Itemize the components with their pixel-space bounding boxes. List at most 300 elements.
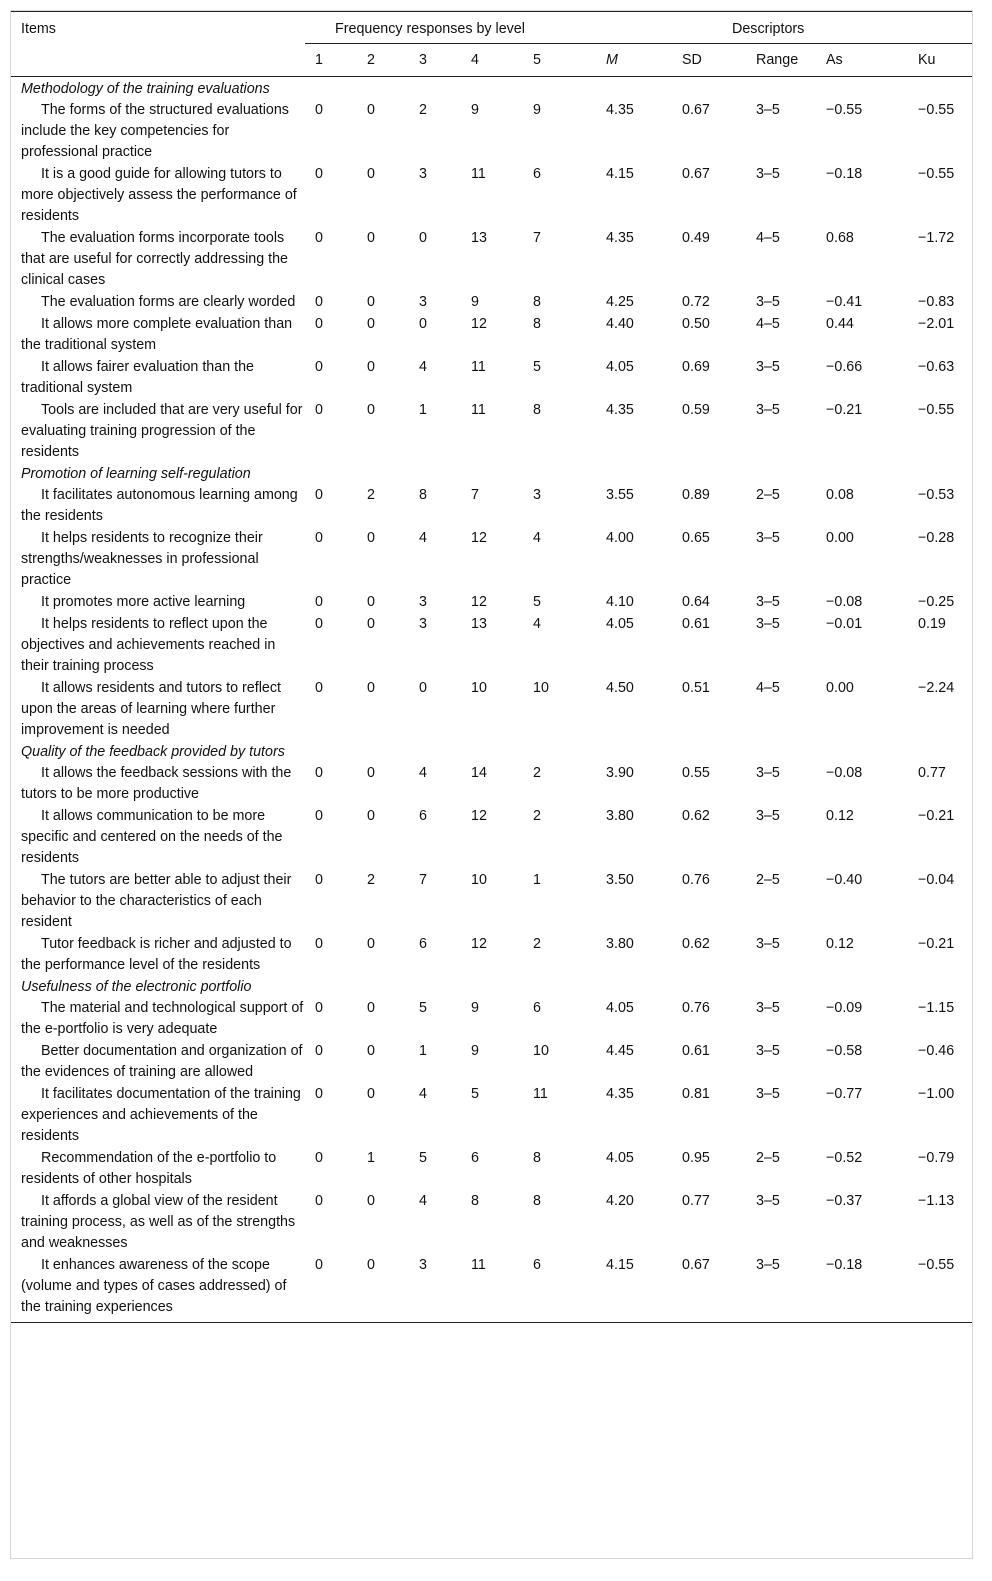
- descriptor-cell: 4.35: [606, 1086, 634, 1102]
- descriptor-cell: 4.10: [606, 594, 634, 610]
- frequency-cell: 0: [315, 1193, 323, 1209]
- frequency-cell: 5: [533, 594, 541, 610]
- descriptor-cell: −0.04: [918, 872, 955, 888]
- table-row: [11, 357, 972, 400]
- descriptor-cell: 3–5: [756, 936, 780, 952]
- frequency-cell: 11: [471, 166, 486, 182]
- frequency-cell: 0: [419, 230, 427, 246]
- item-cell: [11, 292, 305, 314]
- frequency-cell: 1: [367, 1150, 375, 1166]
- item-text: The tutors are better able to adjust their behavior to the characteristics of each resident: [21, 872, 292, 930]
- level-header: 4: [461, 44, 523, 77]
- table-row: [11, 164, 972, 228]
- descriptor-cell: −0.01: [826, 616, 863, 632]
- table-row: [11, 1084, 972, 1148]
- item-cell: [11, 485, 305, 528]
- frequency-cell: 1: [533, 872, 541, 888]
- descriptor-cell: 0.89: [682, 487, 710, 503]
- frequency-cell: 0: [367, 808, 375, 824]
- descriptor-cell: 3–5: [756, 616, 780, 632]
- frequency-cell: 0: [367, 294, 375, 310]
- frequency-cell: 2: [419, 102, 427, 118]
- frequency-cell: 0: [315, 102, 323, 118]
- frequency-cell: 12: [471, 936, 487, 952]
- section-title: Methodology of the training evaluations: [21, 81, 270, 97]
- frequency-cell: 6: [419, 936, 427, 952]
- items-header-spacer: [11, 44, 305, 77]
- descriptor-cell: −0.55: [918, 166, 955, 182]
- descriptor-cell: 3–5: [756, 1193, 780, 1209]
- frequency-cell: 0: [315, 1150, 323, 1166]
- frequency-cell: 0: [357, 1255, 409, 1323]
- descriptor-cell: 4–5: [756, 316, 780, 332]
- descriptor-cell: 4.15: [606, 166, 634, 182]
- frequency-cell: 13: [471, 616, 487, 632]
- frequency-cell: 9: [471, 1043, 479, 1059]
- item-text: The evaluation forms are clearly worded: [41, 294, 296, 310]
- frequency-cell: 4: [533, 530, 541, 546]
- frequency-cell: 0: [419, 680, 427, 696]
- kurtosis-header: Ku: [900, 44, 972, 77]
- frequency-cell: 6: [533, 166, 541, 182]
- frequency-cell: 3: [409, 1255, 461, 1323]
- descriptor-cell: 4.35: [606, 230, 634, 246]
- frequency-cell: 8: [533, 294, 541, 310]
- frequency-cell: 8: [471, 1193, 479, 1209]
- frequency-cell: 9: [471, 102, 479, 118]
- table-row: [11, 314, 972, 357]
- frequency-cell: 10: [471, 872, 487, 888]
- descriptor-cell: 3–5: [756, 166, 780, 182]
- descriptor-cell: −0.28: [918, 530, 955, 546]
- descriptor-cell: −0.55: [918, 102, 955, 118]
- descriptor-cell: 0.19: [918, 616, 946, 632]
- descriptor-cell: 0.67: [670, 1255, 746, 1323]
- frequency-cell: 0: [315, 294, 323, 310]
- frequency-cell: 3: [419, 294, 427, 310]
- frequency-cell: 0: [367, 402, 375, 418]
- item-text: Tutor feedback is richer and adjusted to the performance level of the residents: [21, 936, 292, 973]
- frequency-cell: 12: [471, 594, 487, 610]
- descriptor-cell: −0.53: [918, 487, 955, 503]
- descriptor-cell: −0.63: [918, 359, 955, 375]
- descriptor-cell: 0.49: [682, 230, 710, 246]
- item-text: It facilitates autonomous learning among the residents: [21, 487, 298, 524]
- frequency-cell: 8: [533, 1150, 541, 1166]
- frequency-cell: 6: [523, 1255, 596, 1323]
- descriptor-cell: 0.67: [682, 102, 710, 118]
- descriptor-cell: 4.05: [606, 1150, 634, 1166]
- section-header-row: [11, 77, 972, 101]
- descriptor-cell: 0.77: [682, 1193, 710, 1209]
- frequency-cell: 0: [315, 616, 323, 632]
- frequency-cell: 10: [471, 680, 487, 696]
- descriptor-cell: −0.66: [826, 359, 863, 375]
- frequency-cell: 2: [367, 872, 375, 888]
- frequency-cell: 0: [367, 102, 375, 118]
- descriptor-cell: −0.55: [918, 402, 955, 418]
- item-cell: [11, 100, 305, 164]
- descriptor-cell: 4.25: [606, 294, 634, 310]
- descriptor-cell: −0.58: [826, 1043, 863, 1059]
- frequency-cell: 7: [419, 872, 427, 888]
- frequency-cell: 0: [315, 316, 323, 332]
- section-title: Promotion of learning self-regulation: [21, 466, 251, 482]
- frequency-cell: 0: [315, 166, 323, 182]
- descriptor-cell: 0.65: [682, 530, 710, 546]
- frequency-cell: 0: [315, 808, 323, 824]
- frequency-cell: 11: [471, 402, 486, 418]
- item-text: It enhances awareness of the scope (volume and types of cases addressed) of the training experiences: [21, 1257, 287, 1315]
- table-row: [11, 100, 972, 164]
- item-cell: [11, 870, 305, 934]
- item-text: It promotes more active learning: [41, 594, 246, 610]
- item-cell: [11, 1148, 305, 1191]
- descriptor-cell: 0.00: [826, 530, 854, 546]
- descriptor-cell: 0.76: [682, 1000, 710, 1016]
- descriptor-cell: 0.59: [682, 402, 710, 418]
- descriptor-cell: 3–5: [756, 102, 780, 118]
- descriptor-cell: 3–5: [756, 1043, 780, 1059]
- descriptor-cell: −0.18: [818, 1255, 900, 1323]
- table-row: [11, 1041, 972, 1084]
- frequency-cell: 0: [315, 765, 323, 781]
- descriptor-cell: 0.51: [682, 680, 710, 696]
- frequency-cell: 0: [367, 1193, 375, 1209]
- item-text: It helps residents to reflect upon the objectives and achievements reached in their training process: [21, 616, 276, 674]
- descriptor-cell: 0.62: [682, 808, 710, 824]
- descriptor-cell: 4.05: [606, 1000, 634, 1016]
- table-row: [11, 400, 972, 464]
- frequency-cell: 3: [419, 594, 427, 610]
- descriptor-cell: 3–5: [756, 1000, 780, 1016]
- frequency-cell: 6: [419, 808, 427, 824]
- descriptor-cell: 0.68: [826, 230, 854, 246]
- frequency-cell: 10: [533, 1043, 549, 1059]
- table-row: [11, 485, 972, 528]
- frequency-cell: 0: [315, 402, 323, 418]
- descriptor-cell: 0.72: [682, 294, 710, 310]
- descriptor-cell: −0.09: [826, 1000, 863, 1016]
- descriptor-cell: 0.69: [682, 359, 710, 375]
- descriptor-cell: 3.55: [606, 487, 634, 503]
- frequency-cell: 2: [533, 808, 541, 824]
- level-header: 3: [409, 44, 461, 77]
- frequency-cell: 0: [315, 530, 323, 546]
- frequency-cell: 0: [367, 230, 375, 246]
- descriptor-cell: 3–5: [746, 1255, 818, 1323]
- frequency-cell: 3: [419, 616, 427, 632]
- frequency-cell: 8: [419, 487, 427, 503]
- table-frame: [10, 10, 973, 1559]
- descriptor-cell: 0.12: [826, 808, 854, 824]
- descriptor-cell: −0.79: [918, 1150, 955, 1166]
- descriptor-cell: 4.40: [606, 316, 634, 332]
- frequency-cell: 12: [471, 316, 487, 332]
- descriptor-cell: −0.21: [826, 402, 863, 418]
- frequency-cell: 0: [315, 1086, 323, 1102]
- item-text: Recommendation of the e-portfolio to residents of other hospitals: [21, 1150, 277, 1187]
- item-cell: [11, 1255, 305, 1323]
- descriptor-cell: 0.12: [826, 936, 854, 952]
- descriptor-cell: 0.50: [682, 316, 710, 332]
- item-text: It is a good guide for allowing tutors to more objectively assess the performance of residents: [21, 166, 297, 224]
- descriptor-cell: −0.46: [918, 1043, 955, 1059]
- frequency-cell: 6: [471, 1150, 479, 1166]
- item-text: The material and technological support of the e-portfolio is very adequate: [21, 1000, 304, 1037]
- frequency-cell: 5: [533, 359, 541, 375]
- item-cell: [11, 314, 305, 357]
- table-row: [11, 228, 972, 292]
- frequency-cell: 2: [367, 487, 375, 503]
- item-cell: [11, 164, 305, 228]
- frequency-cell: 2: [533, 936, 541, 952]
- table-body: [11, 77, 972, 1323]
- descriptor-cell: 0.95: [682, 1150, 710, 1166]
- frequency-cell: 4: [419, 359, 427, 375]
- frequency-cell: 0: [367, 680, 375, 696]
- item-text: It allows fairer evaluation than the traditional system: [21, 359, 254, 396]
- table-row: [11, 1148, 972, 1191]
- item-text: The forms of the structured evaluations include the key competencies for professional practice: [21, 102, 289, 160]
- descriptor-cell: −1.15: [918, 1000, 955, 1016]
- descriptor-cell: −0.18: [826, 166, 863, 182]
- descriptor-cell: 0.00: [826, 680, 854, 696]
- descriptor-cell: 0.81: [682, 1086, 710, 1102]
- section-title: Usefulness of the electronic portfolio: [21, 979, 252, 995]
- descriptor-cell: 0.61: [682, 616, 710, 632]
- frequency-cell: 0: [315, 936, 323, 952]
- mean-header: M: [596, 44, 670, 77]
- item-cell: [11, 592, 305, 614]
- table-row: [11, 870, 972, 934]
- item-text: It affords a global view of the resident training process, as well as of the strengths and weaknesses: [21, 1193, 296, 1251]
- descriptor-cell: −0.83: [918, 294, 955, 310]
- header-row-1: [11, 12, 972, 44]
- descriptor-cell: −2.24: [918, 680, 955, 696]
- item-text: The evaluation forms incorporate tools that are useful for correctly addressing the clinical cases: [21, 230, 289, 288]
- frequency-cell: 11: [533, 1086, 548, 1102]
- descriptor-cell: 3–5: [756, 808, 780, 824]
- frequency-cell: 0: [305, 1255, 357, 1323]
- table-row: [11, 614, 972, 678]
- frequency-cell: 0: [367, 530, 375, 546]
- sd-header: SD: [670, 44, 746, 77]
- level-header: 1: [305, 44, 357, 77]
- frequency-cell: 0: [315, 680, 323, 696]
- item-cell: [11, 357, 305, 400]
- frequency-cell: 7: [471, 487, 479, 503]
- descriptor-cell: 3–5: [756, 402, 780, 418]
- descriptor-cell: −0.37: [826, 1193, 863, 1209]
- frequency-cell: 0: [367, 1043, 375, 1059]
- descriptor-cell: 2–5: [756, 487, 780, 503]
- descriptor-cell: 0.61: [682, 1043, 710, 1059]
- skewness-header: As: [818, 44, 900, 77]
- frequency-cell: 0: [367, 1000, 375, 1016]
- frequency-cell: 4: [419, 1193, 427, 1209]
- frequency-cell: 0: [315, 359, 323, 375]
- item-text: It helps residents to recognize their strengths/weaknesses in professional practice: [21, 530, 263, 588]
- frequency-cell: 7: [533, 230, 541, 246]
- item-cell: [11, 1191, 305, 1255]
- descriptor-cell: 4.20: [606, 1193, 634, 1209]
- descriptor-cell: −0.77: [826, 1086, 863, 1102]
- descriptor-cell: 3.50: [606, 872, 634, 888]
- frequency-header: Frequency responses by level: [305, 12, 596, 44]
- item-cell: [11, 998, 305, 1041]
- frequency-cell: 0: [315, 1000, 323, 1016]
- item-cell: [11, 528, 305, 592]
- descriptor-cell: 0.62: [682, 936, 710, 952]
- frequency-cell: 12: [471, 530, 487, 546]
- frequency-cell: 8: [533, 316, 541, 332]
- descriptor-cell: 4.50: [606, 680, 634, 696]
- table-row: [11, 292, 972, 314]
- table-row: [11, 998, 972, 1041]
- frequency-cell: 1: [419, 402, 427, 418]
- header-row-2: [11, 44, 972, 77]
- frequency-cell: 0: [367, 936, 375, 952]
- descriptor-cell: −0.41: [826, 294, 863, 310]
- descriptor-cell: 0.08: [826, 487, 854, 503]
- descriptor-cell: −1.13: [918, 1193, 955, 1209]
- frequency-cell: 0: [315, 230, 323, 246]
- descriptor-cell: −0.21: [918, 808, 955, 824]
- section-title: Quality of the feedback provided by tutors: [21, 744, 285, 760]
- descriptor-cell: 4.45: [606, 1043, 634, 1059]
- frequency-cell: 0: [419, 316, 427, 332]
- descriptor-cell: 3.80: [606, 936, 634, 952]
- descriptor-cell: −1.72: [918, 230, 955, 246]
- descriptor-cell: −0.21: [918, 936, 955, 952]
- frequency-cell: 4: [419, 1086, 427, 1102]
- descriptor-cell: −0.52: [826, 1150, 863, 1166]
- frequency-cell: 11: [461, 1255, 523, 1323]
- descriptor-cell: 2–5: [756, 1150, 780, 1166]
- item-cell: [11, 763, 305, 806]
- frequency-cell: 3: [419, 166, 427, 182]
- frequency-cell: 9: [471, 294, 479, 310]
- frequency-cell: 3: [533, 487, 541, 503]
- section-header-row: [11, 742, 972, 763]
- level-header: 5: [523, 44, 596, 77]
- descriptor-cell: 3–5: [756, 1086, 780, 1102]
- table-row: [11, 1255, 972, 1323]
- descriptor-cell: −2.01: [918, 316, 955, 332]
- frequency-cell: 0: [367, 359, 375, 375]
- item-cell: [11, 614, 305, 678]
- descriptor-cell: −0.08: [826, 594, 863, 610]
- frequency-cell: 9: [533, 102, 541, 118]
- frequency-cell: 4: [533, 616, 541, 632]
- descriptor-cell: −0.55: [900, 1255, 972, 1323]
- frequency-cell: 10: [533, 680, 549, 696]
- item-text: It allows the feedback sessions with the tutors to be more productive: [21, 765, 292, 802]
- frequency-cell: 13: [471, 230, 487, 246]
- table-row: [11, 592, 972, 614]
- descriptor-cell: 4–5: [756, 680, 780, 696]
- frequency-cell: 0: [367, 616, 375, 632]
- descriptor-cell: 0.77: [918, 765, 946, 781]
- section-header-row: [11, 977, 972, 998]
- frequency-cell: 0: [367, 1086, 375, 1102]
- frequency-cell: 6: [533, 1000, 541, 1016]
- frequency-cell: 4: [419, 765, 427, 781]
- descriptor-cell: 3–5: [756, 530, 780, 546]
- frequency-cell: 0: [367, 765, 375, 781]
- frequency-cell: 0: [367, 166, 375, 182]
- item-cell: [11, 678, 305, 742]
- frequency-cell: 0: [315, 1043, 323, 1059]
- item-text: Better documentation and organization of the evidences of training are allowed: [21, 1043, 303, 1080]
- frequency-cell: 2: [533, 765, 541, 781]
- descriptor-cell: −0.55: [826, 102, 863, 118]
- survey-results-table: [11, 11, 972, 1323]
- section-header-row: [11, 464, 972, 485]
- item-text: Tools are included that are very useful for evaluating training progression of the residents: [21, 402, 303, 460]
- item-cell: [11, 400, 305, 464]
- frequency-cell: 12: [471, 808, 487, 824]
- frequency-cell: 5: [419, 1000, 427, 1016]
- descriptor-cell: 3–5: [756, 765, 780, 781]
- range-header: Range: [746, 44, 818, 77]
- frequency-cell: 0: [315, 872, 323, 888]
- frequency-cell: 9: [471, 1000, 479, 1016]
- descriptor-cell: 0.64: [682, 594, 710, 610]
- item-text: It allows more complete evaluation than the traditional system: [21, 316, 293, 353]
- item-text: It allows communication to be more specific and centered on the needs of the residents: [21, 808, 283, 866]
- descriptor-cell: 3–5: [756, 294, 780, 310]
- descriptor-cell: 4.35: [606, 402, 634, 418]
- descriptor-cell: 4.05: [606, 359, 634, 375]
- frequency-cell: 0: [367, 316, 375, 332]
- item-text: It facilitates documentation of the training experiences and achievements of the residents: [21, 1086, 301, 1144]
- descriptor-cell: 4.15: [596, 1255, 670, 1323]
- descriptor-cell: −0.25: [918, 594, 955, 610]
- frequency-cell: 8: [533, 402, 541, 418]
- table-row: [11, 934, 972, 977]
- frequency-cell: 0: [315, 487, 323, 503]
- item-cell: [11, 228, 305, 292]
- item-cell: [11, 1084, 305, 1148]
- descriptor-cell: 0.76: [682, 872, 710, 888]
- items-header: Items: [11, 12, 305, 44]
- frequency-cell: 4: [419, 530, 427, 546]
- frequency-cell: 8: [533, 1193, 541, 1209]
- descriptor-cell: 4.00: [606, 530, 634, 546]
- item-cell: [11, 806, 305, 870]
- descriptor-cell: −0.40: [826, 872, 863, 888]
- descriptor-cell: 2–5: [756, 872, 780, 888]
- descriptor-cell: 3.90: [606, 765, 634, 781]
- frequency-cell: 5: [419, 1150, 427, 1166]
- table-row: [11, 678, 972, 742]
- descriptor-cell: 4.05: [606, 616, 634, 632]
- descriptor-cell: 3–5: [756, 359, 780, 375]
- descriptor-cell: −1.00: [918, 1086, 955, 1102]
- level-header: 2: [357, 44, 409, 77]
- table-row: [11, 1191, 972, 1255]
- item-cell: [11, 934, 305, 977]
- table-row: [11, 806, 972, 870]
- frequency-cell: 0: [367, 594, 375, 610]
- descriptor-cell: 0.67: [682, 166, 710, 182]
- frequency-cell: 5: [471, 1086, 479, 1102]
- item-cell: [11, 1041, 305, 1084]
- descriptor-cell: 0.55: [682, 765, 710, 781]
- descriptors-header: Descriptors: [596, 12, 972, 44]
